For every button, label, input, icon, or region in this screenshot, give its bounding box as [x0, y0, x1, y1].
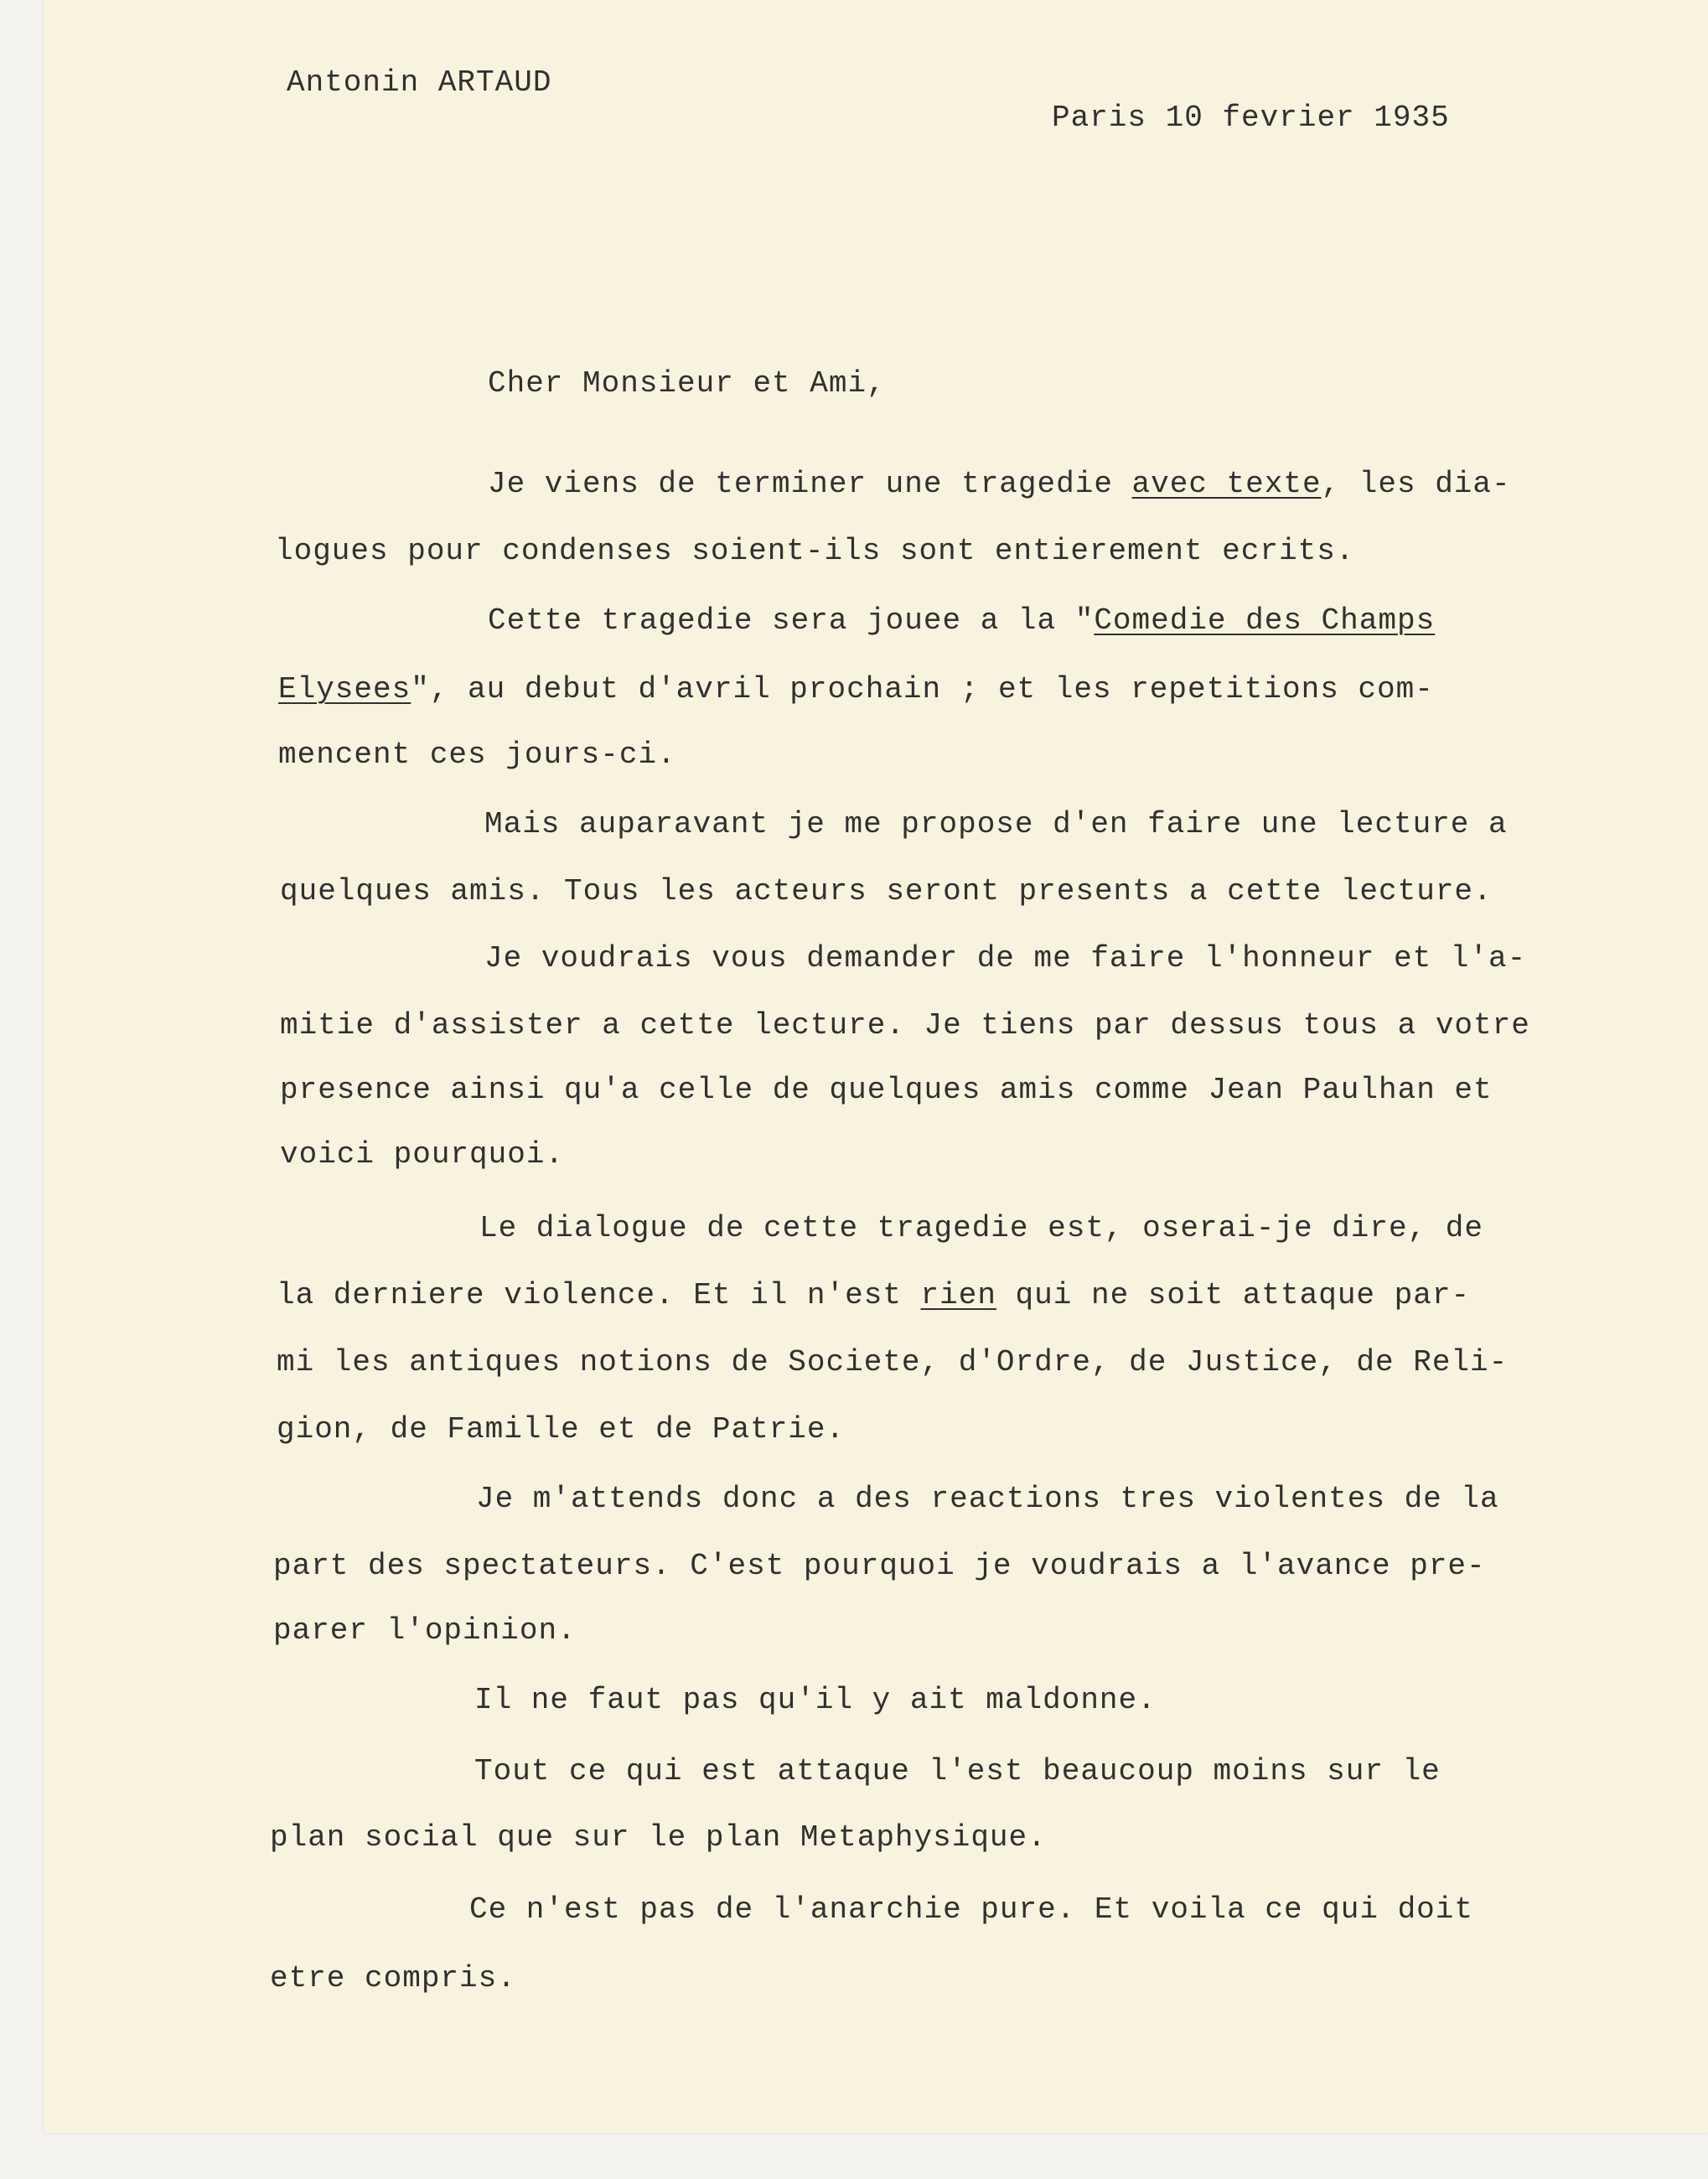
body-line: Il ne faut pas qu'il y ait maldonne. — [474, 1683, 1157, 1717]
body-line: Tout ce qui est attaque l'est beaucoup moins sur le — [474, 1754, 1441, 1788]
underlined-text: Elysees — [278, 672, 411, 706]
underlined-text: rien — [920, 1278, 996, 1312]
sender-name: Antonin ARTAUD — [287, 65, 552, 100]
body-line: quelques amis. Tous les acteurs seront presents a cette lecture. — [280, 874, 1493, 908]
body-line: mi les antiques notions de Societe, d'Ordre, de Justice, de Reli- — [277, 1345, 1509, 1379]
body-line: Mais auparavant je me propose d'en faire une lecture a — [484, 807, 1508, 841]
body-line: la derniere violence. Et il n'est rien qui ne soit attaque par- — [277, 1278, 1471, 1312]
body-line: presence ainsi qu'a celle de quelques amis comme Jean Paulhan et — [280, 1073, 1493, 1107]
body-line: Je m'attends donc a des reactions tres violentes de la — [476, 1482, 1499, 1516]
body-line: parer l'opinion. — [273, 1613, 577, 1648]
body-line: Le dialogue de cette tragedie est, oserai-je dire, de — [479, 1211, 1483, 1245]
body-line: Elysees", au debut d'avril prochain ; et les repetitions com- — [278, 672, 1434, 706]
body-line: plan social que sur le plan Metaphysique. — [270, 1820, 1047, 1855]
underlined-text: Comedie des Champs — [1094, 603, 1436, 638]
underlined-text: avec texte — [1131, 467, 1322, 501]
date-line: Paris 10 fevrier 1935 — [1052, 101, 1450, 135]
body-line: etre compris. — [270, 1961, 516, 1995]
body-line: mitie d'assister a cette lecture. Je tiens par dessus tous a votre — [280, 1008, 1530, 1043]
body-line: Je viens de terminer une tragedie avec texte, les dia- — [488, 467, 1511, 501]
body-line: gion, de Famille et de Patrie. — [277, 1412, 846, 1447]
body-line: voici pourquoi. — [280, 1137, 565, 1172]
body-line: Ce n'est pas de l'anarchie pure. Et voila ce qui doit — [469, 1892, 1473, 1927]
salutation: Cher Monsieur et Ami, — [488, 366, 886, 401]
body-line: mencent ces jours-ci. — [278, 738, 676, 772]
body-line: Je voudrais vous demander de me faire l'honneur et l'a- — [484, 941, 1527, 976]
body-line: Cette tragedie sera jouee a la "Comedie des Champs — [488, 603, 1436, 638]
body-line: logues pour condenses soient-ils sont entierement ecrits. — [275, 534, 1355, 568]
body-line: part des spectateurs. C'est pourquoi je voudrais a l'avance pre- — [273, 1549, 1486, 1583]
